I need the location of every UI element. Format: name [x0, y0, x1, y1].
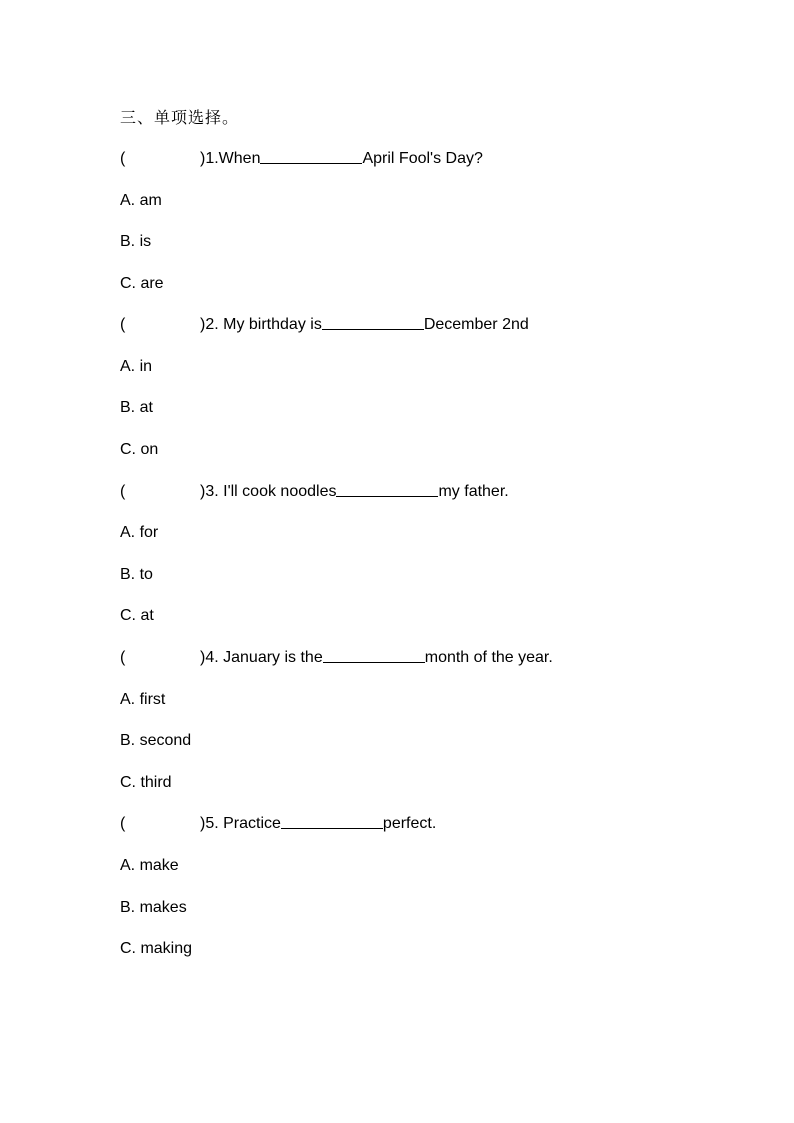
option-a: A. first: [120, 691, 166, 708]
option-b: B. second: [120, 732, 192, 749]
option-b: B. at: [120, 399, 153, 416]
question-text-before: When: [218, 150, 261, 167]
answer-paren-open: (: [120, 483, 126, 500]
option-c: C. making: [120, 940, 193, 957]
question-text-before: My birthday is: [218, 316, 322, 333]
answer-blank[interactable]: [281, 812, 383, 829]
question-number: 1.: [205, 150, 219, 167]
question-number: 3.: [205, 483, 219, 500]
answer-paren-open: (: [120, 316, 126, 333]
question-4: [120, 646, 553, 670]
question-text-before: Practice: [218, 815, 281, 832]
option-c: C. on: [120, 441, 159, 458]
option-c: C. at: [120, 607, 154, 624]
answer-paren-close: ): [200, 150, 206, 167]
answer-paren-close: ): [200, 483, 206, 500]
option-b: B. to: [120, 566, 153, 583]
answer-paren-close: ): [200, 649, 206, 666]
answer-blank[interactable]: [322, 313, 424, 330]
question-text-before: I'll cook noodles: [218, 483, 337, 500]
option-a: A. for: [120, 524, 159, 541]
option-c: C. third: [120, 774, 172, 791]
section-title: 三、单项选择。: [120, 108, 240, 127]
question-text-after: April Fool's Day?: [362, 150, 483, 167]
question-5: [120, 812, 436, 836]
question-1: [120, 147, 483, 171]
answer-paren-open: (: [120, 649, 126, 666]
question-number: 4.: [205, 649, 219, 666]
answer-paren-close: ): [200, 316, 206, 333]
answer-blank[interactable]: [260, 147, 362, 164]
option-a: A. make: [120, 857, 179, 874]
answer-paren-open: (: [120, 150, 126, 167]
answer-blank[interactable]: [336, 480, 438, 497]
question-number: 2.: [205, 316, 219, 333]
question-3: [120, 480, 509, 504]
answer-paren-open: (: [120, 815, 126, 832]
question-text-after: my father.: [438, 483, 509, 500]
question-number: 5.: [205, 815, 219, 832]
option-a: A. am: [120, 192, 162, 209]
question-text-after: perfect.: [382, 815, 437, 832]
option-b: B. makes: [120, 899, 187, 916]
answer-paren-close: ): [200, 815, 206, 832]
option-b: B. is: [120, 233, 152, 250]
question-text-after: December 2nd: [423, 316, 529, 333]
answer-blank[interactable]: [323, 646, 425, 663]
option-c: C. are: [120, 275, 164, 292]
question-text-after: month of the year.: [424, 649, 553, 666]
question-2: [120, 313, 529, 337]
option-a: A. in: [120, 358, 153, 375]
question-text-before: January is the: [218, 649, 323, 666]
